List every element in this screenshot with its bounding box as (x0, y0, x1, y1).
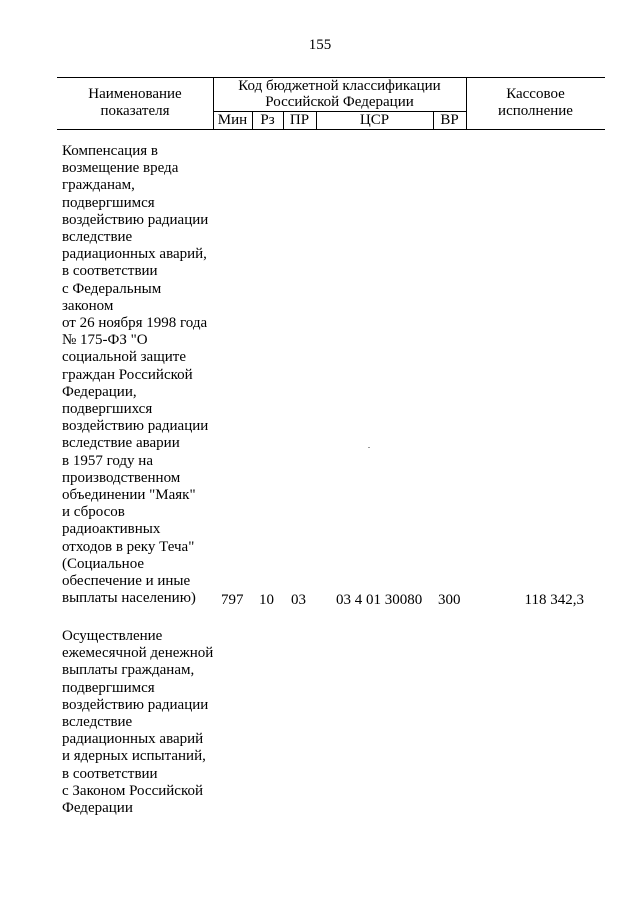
row-pr: 03 (291, 592, 306, 608)
header-group-line2: Российской Федерации (265, 94, 414, 110)
row-vr: 300 (438, 592, 461, 608)
header-vr: ВР (440, 112, 459, 128)
page-number: 155 (308, 37, 332, 53)
row-rz: 10 (259, 592, 274, 608)
row-csr: 03 4 01 30080 (336, 592, 423, 608)
row-name: Осуществление ежемесячной денежной выплаты гражданам, подвергшимся воздействию радиации вследствие радиационных аварий и ядерных испытаний, в соответствии с Законом Российской Федерации (62, 628, 214, 817)
header-bottom-line (57, 129, 605, 130)
scan-speck (368, 447, 370, 448)
header-min: Мин (217, 112, 248, 128)
header-execution: Кассовое исполнение (498, 86, 573, 119)
header-rz: Рз (260, 112, 275, 128)
row-min: 797 (221, 592, 244, 608)
header-group-line1: Код бюджетной классификации (238, 78, 441, 94)
header-name: Наименование показателя (88, 86, 182, 119)
header-pr: ПР (289, 112, 310, 128)
row-name: Компенсация в возмещение вреда гражданам, подвергшимся воздействию радиации вследствие радиационных аварий, в соответствии с Федеральным законом от 26 ноября 1998 года № 175-ФЗ "О социальной защите граждан Российской Федерации, подвергшихся воздействию радиации вследствие аварии в 1957 году на производственном объединении "Маяк" и сбросов радиоактивных отходов в реку Теча" (Социальное обеспечение и иные выплаты населению) (62, 143, 209, 607)
row-amount: 118 342,3 (524, 592, 584, 608)
header-csr: ЦСР (359, 112, 390, 128)
